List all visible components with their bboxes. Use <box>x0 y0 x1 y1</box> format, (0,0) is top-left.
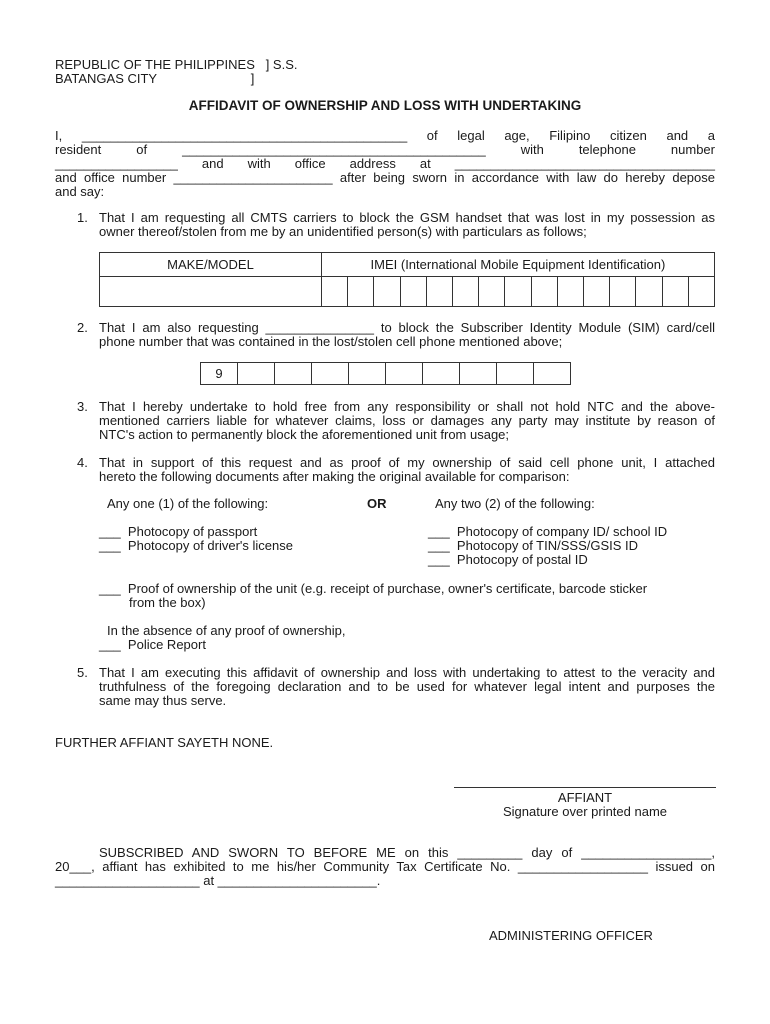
any-two-heading: Any two (2) of the following: <box>435 496 595 511</box>
imei-digit-box[interactable] <box>505 277 531 307</box>
jurat-line-2: 20___, affiant has exhibited to me his/her Community Tax Certificate No. __________________ issued on <box>55 859 715 874</box>
header-republic: REPUBLIC OF THE PHILIPPINES ] S.S. <box>55 57 298 72</box>
sim-digit-box[interactable] <box>460 363 497 385</box>
item-1-number: 1. <box>77 210 88 225</box>
imei-digit-box[interactable] <box>426 277 452 307</box>
affiant-label: AFFIANT <box>557 790 613 805</box>
sim-digit-box[interactable] <box>423 363 460 385</box>
imei-digit-box[interactable] <box>374 277 400 307</box>
option-postal-id[interactable]: ___ Photocopy of postal ID <box>428 552 588 567</box>
make-model-field[interactable] <box>100 277 322 307</box>
sim-digit-box[interactable] <box>534 363 571 385</box>
jurat-line-1: SUBSCRIBED AND SWORN TO BEFORE ME on this _________ day of __________________, <box>99 845 715 860</box>
item-5-line-1: That I am executing this affidavit of ownership and loss with undertaking to attest to the veracity and <box>99 665 715 680</box>
any-one-heading: Any one (1) of the following: <box>107 496 269 511</box>
sim-digit-box[interactable] <box>312 363 349 385</box>
sim-digit-box[interactable] <box>238 363 275 385</box>
sim-digit-box[interactable] <box>275 363 312 385</box>
option-proof-line-2: from the box) <box>129 595 206 610</box>
imei-digit-box[interactable] <box>479 277 505 307</box>
option-tin-sss-gsis[interactable]: ___ Photocopy of TIN/SSS/GSIS ID <box>428 538 639 553</box>
intro-line-4: and office number ______________________ after being sworn in accordance with law do hereby depose <box>55 170 715 185</box>
intro-line-3: _________________ and with office address at ____________________________________ <box>55 156 715 171</box>
absence-note: In the absence of any proof of ownership, <box>107 623 346 638</box>
further-affiant-statement: FURTHER AFFIANT SAYETH NONE. <box>55 735 274 750</box>
imei-header: IMEI (International Mobile Equipment Identification) <box>321 253 714 277</box>
option-police-report[interactable]: ___ Police Report <box>99 637 206 652</box>
option-company-id[interactable]: ___ Photocopy of company ID/ school ID <box>428 524 668 539</box>
imei-digit-box[interactable] <box>688 277 714 307</box>
option-passport[interactable]: ___ Photocopy of passport <box>99 524 258 539</box>
item-3-number: 3. <box>77 399 88 414</box>
item-3-line-3: NTC's action to permanently block the aforementioned unit from usage; <box>99 427 510 442</box>
sim-digit-box[interactable] <box>386 363 423 385</box>
imei-digit-box[interactable] <box>400 277 426 307</box>
item-2-line-2: phone number that was contained in the lost/stolen cell phone mentioned above; <box>99 334 563 349</box>
intro-line-1: I, _____________________________________________ of legal age, Filipino citizen and a <box>55 128 715 143</box>
imei-digit-box[interactable] <box>636 277 662 307</box>
item-5-line-3: same may thus serve. <box>99 693 227 708</box>
imei-digit-box[interactable] <box>557 277 583 307</box>
signature-caption: Signature over printed name <box>502 804 668 819</box>
item-2-line-1: That I am also requesting _______________ to block the Subscriber Identity Module (SIM) card/cell <box>99 320 715 335</box>
imei-digit-box[interactable] <box>610 277 636 307</box>
intro-line-5: and say: <box>55 184 105 199</box>
option-drivers-license[interactable]: ___ Photocopy of driver's license <box>99 538 293 553</box>
imei-digit-box[interactable] <box>348 277 374 307</box>
item-3-line-1: That I hereby undertake to hold free from any responsibility or shall not hold NTC and the above- <box>99 399 715 414</box>
item-1-line-2: owner thereof/stolen from me by an unidentified person(s) with particulars as follows; <box>99 224 587 239</box>
make-model-header: MAKE/MODEL <box>100 253 322 277</box>
option-proof-of-ownership[interactable]: ___ Proof of ownership of the unit (e.g. receipt of purchase, owner's certificate, barcode sticker <box>99 581 648 596</box>
header-city: BATANGAS CITY ] <box>55 71 255 86</box>
imei-digit-box[interactable] <box>531 277 557 307</box>
imei-digit-box[interactable] <box>321 277 347 307</box>
intro-line-2: resident of __________________________________________ with telephone number <box>55 142 715 157</box>
item-4-number: 4. <box>77 455 88 470</box>
or-label: OR <box>367 496 387 511</box>
item-3-line-2: mentioned carriers liable for whatever claims, loss or damages any party may institute by reason of <box>99 413 715 428</box>
administering-officer-label: ADMINISTERING OFFICER <box>489 928 653 943</box>
affiant-signature-line[interactable] <box>454 787 716 788</box>
item-2-number: 2. <box>77 320 88 335</box>
sim-digit-box[interactable] <box>497 363 534 385</box>
sim-prefix-box: 9 <box>201 363 238 385</box>
item-4-line-1: That in support of this request and as proof of my ownership of said cell phone unit, I attached <box>99 455 715 470</box>
item-5-number: 5. <box>77 665 88 680</box>
item-4-line-2: hereto the following documents after making the original available for comparison: <box>99 469 570 484</box>
sim-digit-box[interactable] <box>349 363 386 385</box>
item-5-line-2: truthfulness of the foregoing declaration and to be used for whatever legal intent and purposes the <box>99 679 715 694</box>
sim-number-table <box>200 362 571 385</box>
imei-digit-box[interactable] <box>662 277 688 307</box>
jurat-line-3: ____________________ at ______________________. <box>55 873 381 888</box>
imei-digit-box[interactable] <box>452 277 478 307</box>
document-title: AFFIDAVIT OF OWNERSHIP AND LOSS WITH UNDERTAKING <box>188 98 582 113</box>
handset-particulars-table <box>99 252 715 307</box>
item-1-line-1: That I am requesting all CMTS carriers to block the GSM handset that was lost in my possession as <box>99 210 715 225</box>
imei-digit-box[interactable] <box>583 277 609 307</box>
